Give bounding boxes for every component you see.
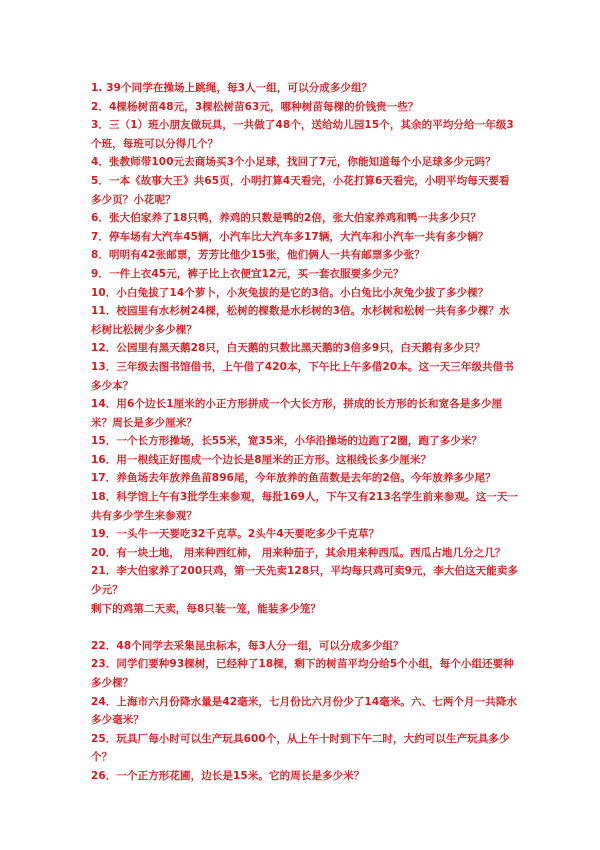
question-20: 20．有一块土地， 用来种西红柿， 用来种茄子，其余用来种西瓜。西瓜占地几分之几？ [91,546,506,559]
section-gap [91,618,519,637]
question-10: 10．小白兔拔了14个萝卜，小灰兔拔的是它的3倍。小白兔比小灰兔少拔了多少棵？ [91,286,489,299]
question-23: 23．同学们要种93棵树，已经种了18棵，剩下的树苗平均分给5个小组，每个小组还要种多少棵？ [91,658,514,689]
question-2: 2．4棵杨树苗48元，3棵松树苗63元，哪种树苗每棵的价钱贵一些？ [91,100,419,113]
question-19: 19．一头牛一天要吃32千克草。2头牛4天要吃多少千克草？ [91,528,380,541]
question-list [91,79,519,786]
question-14: 14．用6个边长1厘米的小正方形拼成一个大长方形，拼成的长方形的长和宽各是多少厘米？周长是多少厘米？ [91,398,503,429]
question-12: 12．公园里有黑天鹅28只，白天鹅的只数比黑天鹅的3倍多9只，白天鹅有多少只？ [91,342,486,355]
question-21: 21．李大伯家养了200只鸡，第一天先卖128只，平均每只鸡可卖9元，李大伯这天能卖多少元？ [91,565,519,597]
question-24: 24．上海市六月份降水量是42毫米，七月份比六月份少了14毫米。六、七两个月一共降水多少毫米？ [91,695,518,727]
question-5: 5．一本《故事大王》共65页，小明打算4天看完，小花打算6天看完，小明平均每天要看多少页？小花呢？ [91,174,510,206]
question-9: 9．一件上衣45元，裤子比上衣便宜12元，买一套衣服要多少元？ [91,267,404,280]
question-11: 11．校园里有水杉树24棵，松树的棵数是水杉树的3倍。水杉树和松树一共有多少棵？水杉树比松树少多少棵？ [91,305,510,336]
question-1: 1. 39个同学在操场上跳绳，每3人一组，可以分成多少组？ [91,82,373,94]
question-17: 17．养鱼场去年放养鱼苗896尾，今年放养的鱼苗数是去年的2倍。今年放养多少尾？ [91,472,496,485]
question-25: 25．玩具厂每小时可以生产玩具600个，从上午十时到下午二时，大约可以生产玩具多少个？ [91,732,510,764]
question-8: 8．明明有42张邮票，芳芳比他少15张，他们俩人一共有邮票多少张？ [91,249,425,262]
question-16: 16．用一根线正好围成一个边长是8厘米的正方形。这根线长多少厘米？ [91,453,432,466]
question-13: 13．三年级去图书馆借书，上午借了420本，下午比上午多借20本。这一天三年级共借书多少本？ [91,360,514,392]
question-3: 3．三（1）班小朋友做玩具，一共做了48个，送给幼儿园15个，其余的平均分给一年级3个班，每班可以分得几个？ [91,119,514,150]
question-26: 26．一个正方形花圃，边长是15米。它的周长是多少米？ [91,769,365,782]
question-15: 15．一个长方形操场，长55米，宽35米，小华沿操场的边跑了2圈，跑了多少米？ [91,435,483,448]
question-4: 4．张教师带100元去商场买3个小足球，找回了7元，你能知道每个小足球多少元吗？ [91,156,496,169]
question-7: 7．停车场有大汽车45辆，小汽车比大汽车多17辆，大汽车和小汽车一共有多少辆？ [91,230,489,243]
question-22: 22．48个同学去采集昆虫标本，每3人分一组，可以分成多少组？ [91,639,404,652]
question-18: 18．科学馆上午有3批学生来参观，每批169人，下午又有213名学生前来参观。这一天一共有多少学生来参观？ [91,491,519,522]
question-6: 6．张大伯家养了18只鸭，养鸡的只数是鸭的2倍，张大伯家养鸡和鸭一共多少只？ [91,212,482,225]
question-21-followup: 剩下的鸡第二天卖，每8只装一笼，能装多少笼？ [91,602,322,615]
